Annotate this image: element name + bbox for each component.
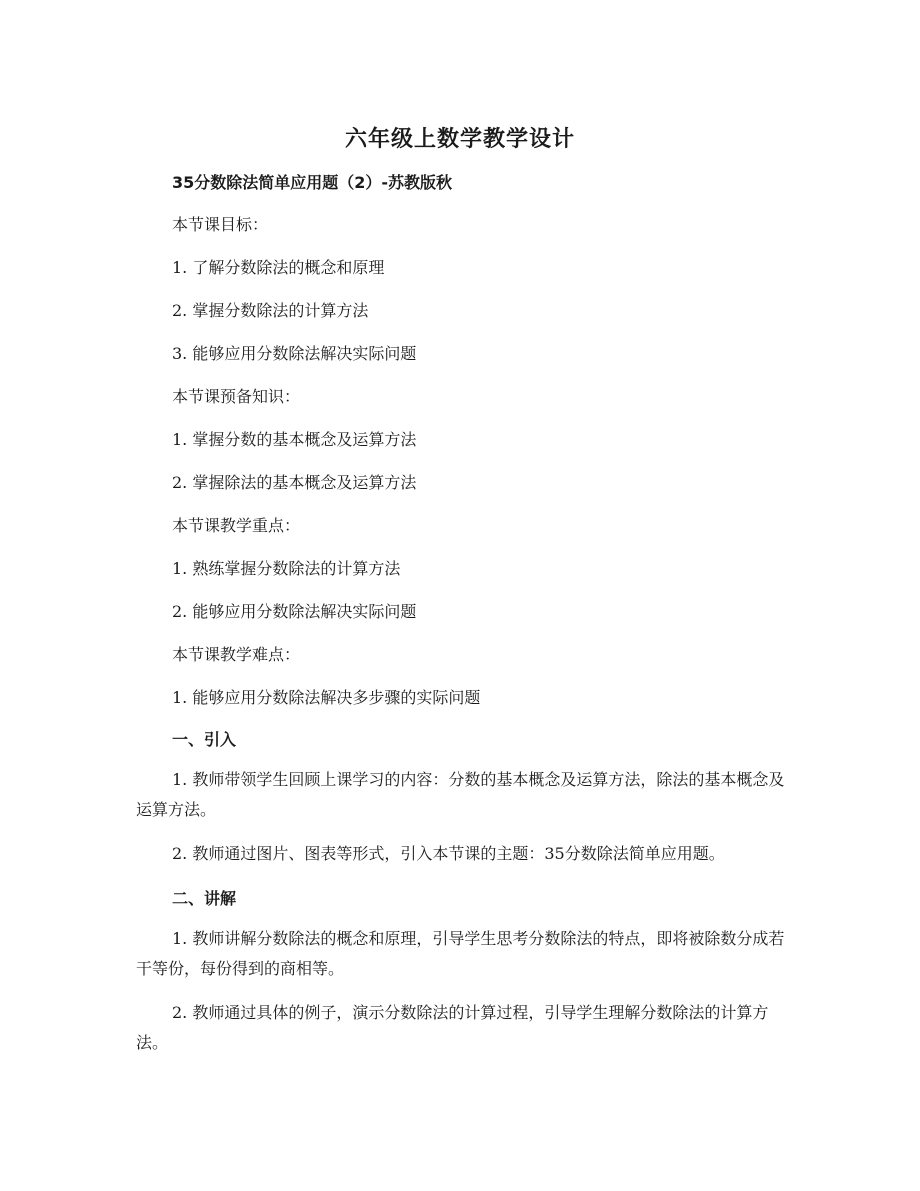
document-subtitle: 35分数除法简单应用题（2）-苏教版秋 [172,173,453,192]
key-points-label: 本节课教学重点： [172,516,301,535]
section1-paragraph: 2. 教师通过图片、图表等形式，引入本节课的主题：35分数除法简单应用题。 [172,844,725,863]
section2-paragraph: 1. 教师讲解分数除法的概念和原理，引导学生思考分数除法的特点，即将被除数分成若干等份，每份得到的商相等。 [136,929,785,978]
section1-paragraph: 1. 教师带领学生回顾上课学习的内容：分数的基本概念及运算方法，除法的基本概念及运算方法。 [136,770,785,819]
section-heading-introduction: 一、引入 [172,730,237,749]
difficulties-label: 本节课教学难点： [172,645,301,664]
key-point-item: 2. 能够应用分数除法解决实际问题 [172,602,417,621]
objective-item: 3. 能够应用分数除法解决实际问题 [172,344,417,363]
section-heading-explanation: 二、讲解 [172,889,237,908]
key-point-item: 1. 熟练掌握分数除法的计算方法 [172,559,401,578]
prerequisite-item: 2. 掌握除法的基本概念及运算方法 [172,473,417,492]
prerequisites-label: 本节课预备知识： [172,387,301,406]
document-title: 六年级上数学教学设计 [344,127,575,152]
objectives-label: 本节课目标： [172,215,269,234]
objective-item: 1. 了解分数除法的概念和原理 [172,258,385,277]
section2-paragraph: 2. 教师通过具体的例子，演示分数除法的计算过程，引导学生理解分数除法的计算方法。 [136,1003,769,1052]
difficulty-item: 1. 能够应用分数除法解决多步骤的实际问题 [172,688,481,707]
prerequisite-item: 1. 掌握分数的基本概念及运算方法 [172,430,417,449]
objective-item: 2. 掌握分数除法的计算方法 [172,301,369,320]
